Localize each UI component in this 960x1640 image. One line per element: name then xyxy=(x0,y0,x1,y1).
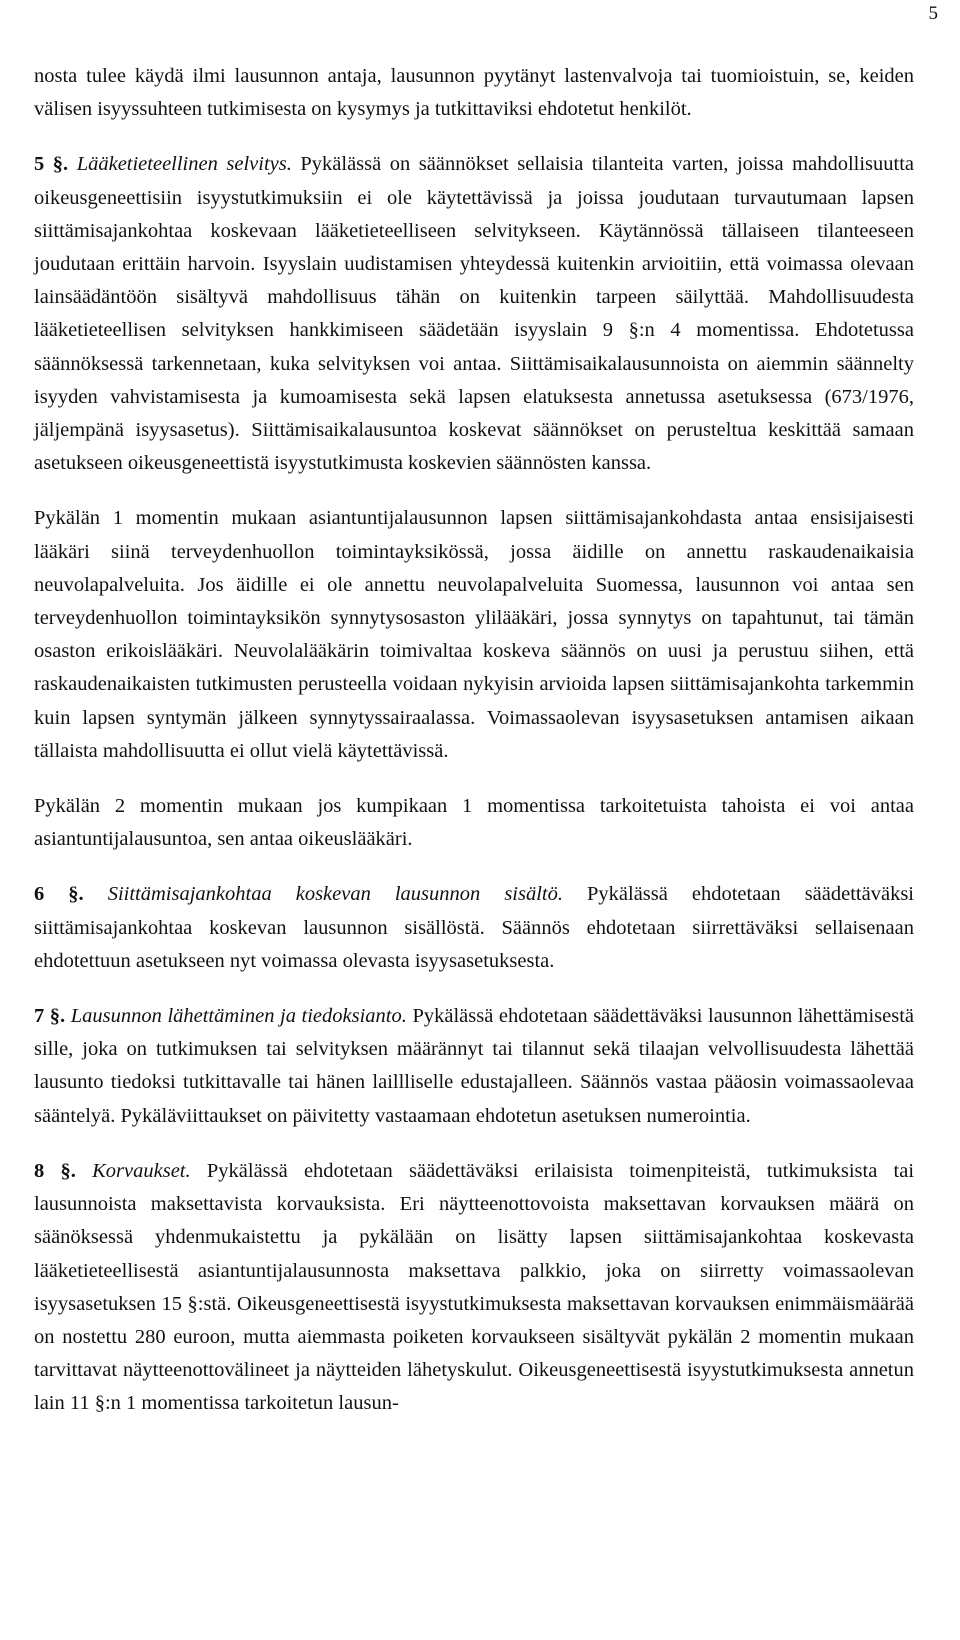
paragraph-text: nosta tulee käydä ilmi lausunnon antaja, lausunnon pyytänyt lastenvalvoja tai tuomioistuin, se, keiden välisen isyyssuhteen tutkimisesta on kysymys ja tutkittaviksi ehdotetut henkilöt. xyxy=(34,65,914,121)
paragraph-continuation xyxy=(34,60,914,126)
section-title: Lausunnon lähettäminen ja tiedoksianto. xyxy=(70,1005,407,1028)
document-body xyxy=(34,60,914,1421)
section-title: Siittämisajankohtaa koskevan lausunnon sisältö. xyxy=(107,883,563,906)
paragraph-section-8 xyxy=(34,1155,914,1421)
paragraph-moment-1 xyxy=(34,502,914,768)
section-title: Korvaukset. xyxy=(92,1159,191,1182)
section-title: Lääketieteellinen selvitys. xyxy=(76,153,292,176)
paragraph-section-7 xyxy=(34,1000,914,1133)
paragraph-text: Pykälässä on säännökset sellaisia tilanteita varten, joissa mahdollisuutta oikeusgeneettisiin isyystutkimuksiin ei ole käytettävissä ja joissa joudutaan turvautumaan lapsen siittämisajankohtaa koskevaan lääketieteelliseen selvitykseen. Käytännössä tällaiseen tilanteeseen joudutaan erittäin harvoin. Isyyslain uudistamisen yhteydessä kuitenkin arvioitiin, että voimassa olevaan lainsäädäntöön sisältyvä mahdollisuus tähän on kuitenkin tarpeen säilyttää. Mahdollisuudesta lääketieteellisen selvityksen hankkimiseen säädetään isyyslain 9 §:n 4 momentissa. Ehdotetussa säännöksessä tarkennetaan, kuka selvityksen voi antaa. Siittämisaikalausunnoista on aiemmin säännelty isyyden vahvistamisesta ja kumoamisesta sekä lapsen elatuksesta annetussa asetuksessa (673/1976, jäljempänä isyysasetus). Siittämisaikalausuntoa koskevat säännökset on perusteltua keskittää samaan asetukseen oikeusgeneettistä isyystutkimusta koskevien säännösten kanssa. xyxy=(34,153,915,475)
page-number: 5 xyxy=(928,3,938,24)
paragraph-moment-2 xyxy=(34,790,914,856)
section-number: 7 §. xyxy=(34,1005,66,1028)
paragraph-text: Pykälän 1 momentin mukaan asiantuntijalausunnon lapsen siittämisajankohdasta antaa ensisijaisesti lääkäri siinä terveydenhuollon toimintayksikössä, jossa äidille on annettu raskaudenaikaisia neuvolapalveluita. Jos äidille ei ole annettu neuvolapalveluita Suomessa, lausunnon voi antaa sen terveydenhuollon toimintayksikön synnytysosaston ylilääkäri, jossa synnytys on tapahtunut, tai tämän osaston erikoislääkäri. Neuvolalääkärin toimivaltaa koskeva säännös on uusi ja perustuu siihen, että raskaudenaikaisten tutkimusten perusteella voidaan nykyisin arvioida lapsen siittämisajankohta tarkemmin kuin lapsen syntymän jälkeen synnytyssairaalassa. Voimassaolevan isyysasetuksen antamisen aikaan tällaista mahdollisuutta ei ollut vielä käytettävissä. xyxy=(34,507,914,762)
section-number: 6 §. xyxy=(34,883,84,906)
section-number: 5 §. xyxy=(34,153,69,176)
paragraph-section-6 xyxy=(34,878,914,978)
paragraph-text: Pykälässä ehdotetaan säädettäväksi erilaisista toimenpiteistä, tutkimuksista tai lausunnoista maksettavista korvauksista. Eri näytteenottovoista maksettavan korvauksen määrä on säänöksessä yhdenmukaistettu ja pykälään on lisätty lapsen siittämisajankohtaa koskevasta lääketieteellisestä asiantuntijalausunnosta maksettava palkkio, joka on siirretty voimassaolevan isyysasetuksen 15 §:stä. Oikeusgeneettisestä isyystutkimuksesta maksettavan korvauksen enimmäismäärää on nostettu 280 euroon, mutta aiemmasta poiketen korvaukseen sisältyvät pykälän 2 momentin mukaan tarvittavat näytteenottovälineet ja näytteiden lähetyskulut. Oikeusgeneettisestä isyystutkimuksesta annetun lain 11 §:n 1 momentissa tarkoitetun lausun- xyxy=(34,1159,915,1415)
paragraph-text: Pykälässä ehdotetaan säädettäväksi siittämisajankohtaa koskevan lausunnon sisällöstä. Säännös ehdotetaan siirrettäväksi sellaisenaan ehdotettuun asetukseen nyt voimassa olevasta isyysasetuksesta. xyxy=(34,883,914,972)
paragraph-text: Pykälän 2 momentin mukaan jos kumpikaan 1 momentissa tarkoitetuista tahoista ei voi antaa asiantuntijalausuntoa, sen antaa oikeuslääkäri. xyxy=(34,795,914,851)
paragraph-section-5 xyxy=(34,148,914,480)
paragraph-text: Pykälässä ehdotetaan säädettäväksi lausunnon lähettämisestä sille, joka on tutkimuksen tai selvityksen määrännyt tai tilannut sekä tilaajan velvollisuudesta lähettää lausunto tiedoksi tutkittavalle tai hänen laillliselle edustajalleen. Säännös vastaa pääosin voimassaolevaa sääntelyä. Pykäläviittaukset on päivitetty vastaamaan ehdotetun asetuksen numerointia. xyxy=(34,1005,914,1127)
section-number: 8 §. xyxy=(34,1159,76,1182)
